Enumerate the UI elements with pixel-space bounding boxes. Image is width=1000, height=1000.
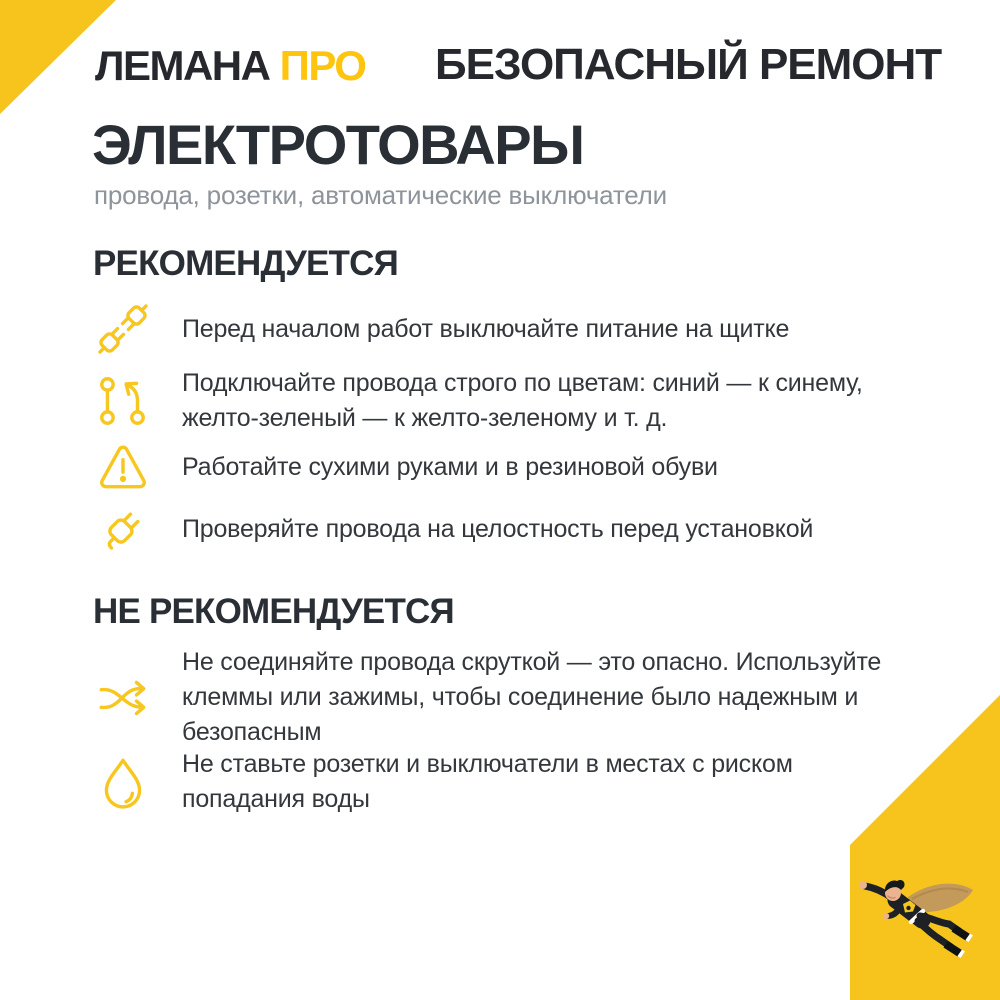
item-text: Проверяйте провода на целостность перед установкой — [182, 514, 814, 543]
section-heading-recommended: РЕКОМЕНДУЕТСЯ — [93, 244, 398, 283]
list-item — [94, 500, 906, 558]
brand-name-accent: ПРО — [279, 42, 366, 89]
warning-triangle-icon — [94, 438, 152, 496]
list-item — [94, 300, 906, 358]
wire-colors-icon — [94, 372, 152, 430]
plug-disconnected-icon — [94, 300, 152, 358]
flying-handyman-illustration — [852, 863, 978, 963]
item-text: Работайте сухими руками и в резиновой обуви — [182, 452, 718, 481]
brand-name-dark: ЛЕМАНА — [95, 42, 270, 89]
bottom-right-yellow-corner — [850, 695, 1000, 1000]
list-item — [94, 366, 906, 436]
item-text: Подключайте провода строго по цветам: синий — к синему, желто-зеленый — к желто-зеленому и т. д. — [182, 369, 863, 432]
list-item — [94, 645, 906, 750]
plug-icon — [94, 500, 152, 558]
list-item — [94, 747, 906, 817]
twisted-wires-icon — [94, 669, 152, 727]
item-text: Не соединяйте провода скруткой — это опасно. Используйте клеммы или зажимы, чтобы соединение было надежным и безопасным — [182, 648, 882, 746]
page-subtitle: провода, розетки, автоматические выключатели — [94, 180, 667, 210]
item-text: Перед началом работ выключайте питание на щитке — [182, 314, 790, 343]
item-text: Не ставьте розетки и выключатели в местах с риском попадания воды — [182, 750, 793, 813]
page-title: ЭЛЕКТРОТОВАРЫ — [92, 113, 584, 176]
program-title: БЕЗОПАСНЫЙ РЕМОНТ — [435, 40, 942, 89]
brand-logo — [95, 42, 365, 90]
water-drop-icon — [94, 753, 152, 811]
list-item — [94, 438, 906, 496]
section-heading-not-recommended: НЕ РЕКОМЕНДУЕТСЯ — [93, 592, 454, 631]
